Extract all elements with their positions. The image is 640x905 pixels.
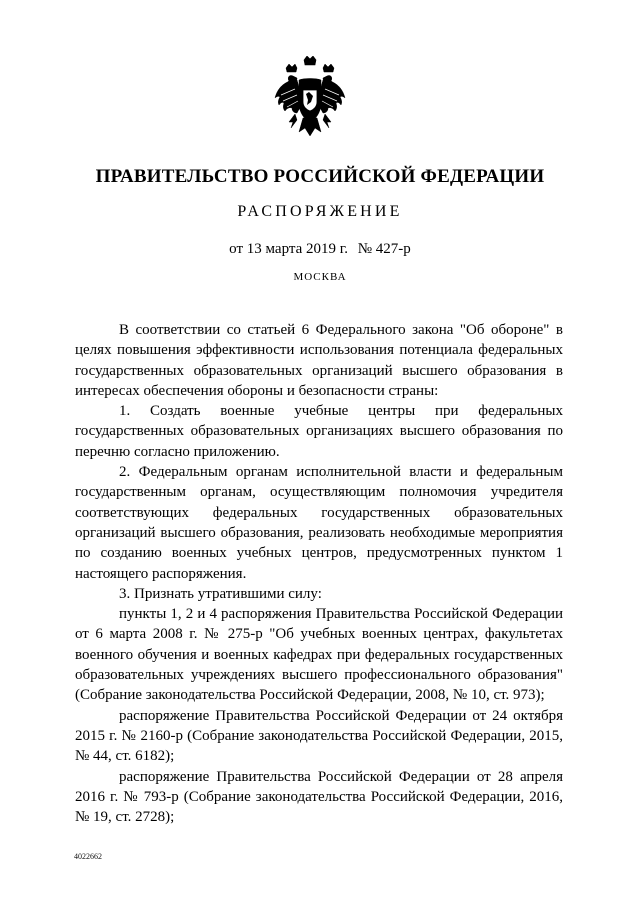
paragraph-repeal-3: распоряжение Правительства Российской Федерации от 28 апреля 2016 г. № 793-р (Собрание законодательства Российской Федерации, 2016, № 19, ст. 2728); (75, 768, 563, 826)
government-title: ПРАВИТЕЛЬСТВО РОССИЙСКОЙ ФЕДЕРАЦИИ (95, 166, 545, 187)
paragraph-repeal-2: распоряжение Правительства Российской Федерации от 24 октября 2015 г. № 2160-р (Собрание законодательства Российской Федерации, 2015, № 44, ст. 6182); (75, 707, 563, 765)
document-type: РАСПОРЯЖЕНИЕ (237, 203, 403, 220)
paragraph-repeal-1: пункты 1, 2 и 4 распоряжения Правительства Российской Федерации от 6 марта 2008 г. № 275-р "Об учебных военных центрах, факультетах военного обучения и военных кафедрах при федеральных государственных образовательных учреждениях высшего профессионального образования" (Собрание законодательства Российской Федерации, 2008, № 10, ст. 973); (75, 606, 563, 704)
paragraph-item-1: 1. Создать военные учебные центры при федеральных государственных образовательных организациях высшего образования по перечню согласно приложению. (75, 403, 563, 460)
paragraph-item-2: 2. Федеральным органам исполнительной власти и федеральным государственным органам, осуществляющим полномочия учредителя соответствующих федеральных государственных образовательных организаций высшего образования, реализовать необходимые мероприятия по созданию военных учебных центров, предусмотренных пунктом 1 настоящего распоряжения. (75, 464, 563, 582)
document-number: № 427-р (357, 241, 411, 257)
paragraph-preamble: В соответствии со статьей 6 Федерального закона "Об обороне" в целях повышения эффективности использования потенциала федеральных государственных образовательных организаций высшего образования в интересах обеспечения обороны и безопасности страны: (75, 322, 563, 399)
paragraph-item-3: 3. Признать утратившими силу: (119, 585, 322, 602)
city: МОСКВА (293, 271, 347, 283)
coat-of-arms-icon (273, 56, 347, 138)
document-date: от 13 марта 2019 г. (229, 241, 348, 257)
document-body (75, 320, 563, 827)
document-code: 4022662 (74, 852, 102, 861)
document-date-line (0, 241, 640, 258)
